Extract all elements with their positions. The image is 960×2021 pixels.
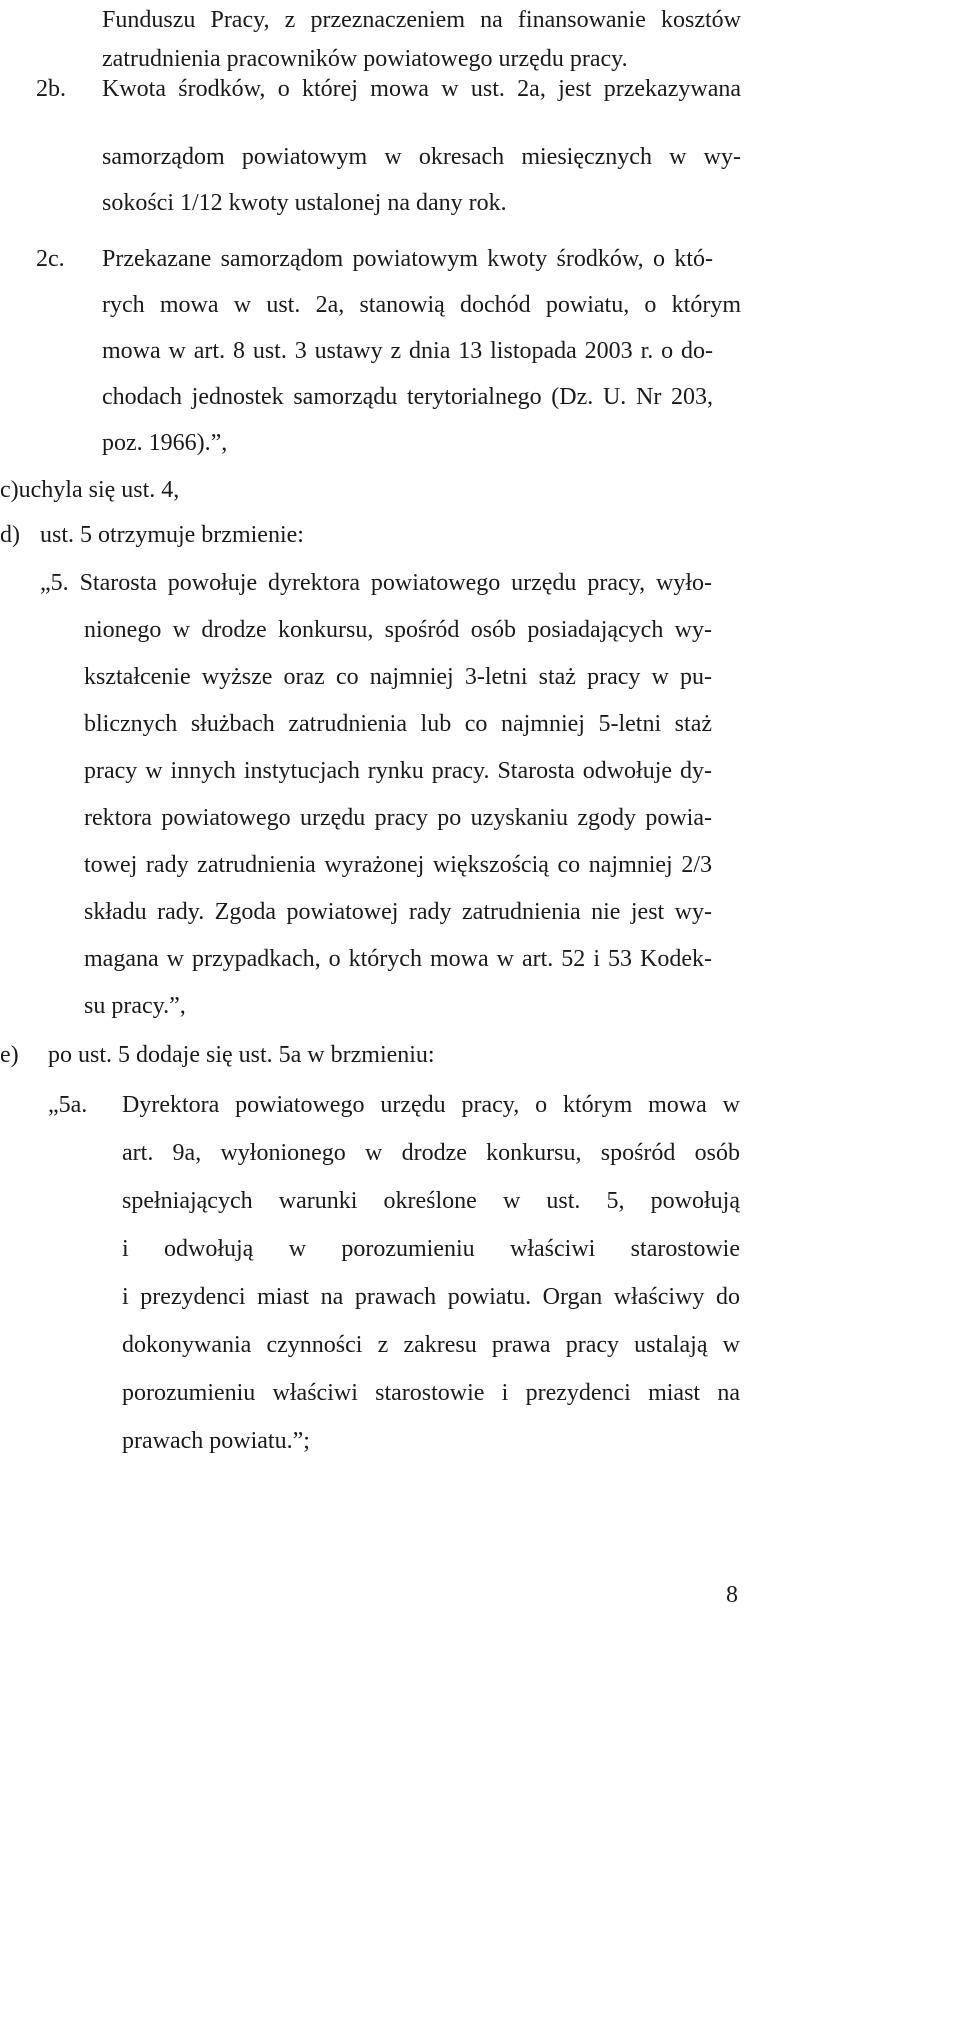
para-2c-line-4: chodach jednostek samorządu terytorialnego (Dz. U. Nr 203, — [102, 384, 713, 410]
para-5-line-8: składu rady. Zgoda powiatowej rady zatrudnienia nie jest wy- — [84, 899, 712, 925]
para-2c-line-1: Przekazane samorządom powiatowym kwoty środków, o któ- — [102, 246, 713, 272]
para-2a-line-1: Funduszu Pracy, z przeznaczeniem na finansowanie kosztów — [102, 7, 741, 33]
para-5a-line-8: prawach powiatu.”; — [122, 1428, 310, 1454]
para-5a-line-7: porozumieniu właściwi starostowie i prezydenci miast na — [122, 1380, 740, 1406]
para-2c-line-5: poz. 1966).”, — [102, 430, 228, 456]
para-5a-line-5: i prezydenci miast na prawach powiatu. Organ właściwy do — [122, 1284, 740, 1310]
para-2c-line-3: mowa w art. 8 ust. 3 ustawy z dnia 13 listopada 2003 r. o do- — [102, 338, 713, 364]
para-2c-number: 2c. — [36, 246, 65, 272]
item-e-label: e) — [0, 1042, 19, 1068]
para-5a-line-4: i odwołują w porozumieniu właściwi starostowie — [122, 1236, 740, 1262]
item-e-text: po ust. 5 dodaje się ust. 5a w brzmieniu: — [48, 1042, 435, 1068]
para-5a-line-1: Dyrektora powiatowego urzędu pracy, o którym mowa w — [122, 1092, 740, 1118]
page-number: 8 — [726, 1582, 738, 1608]
para-2b-line-3: sokości 1/12 kwoty ustalonej na dany rok. — [102, 190, 507, 216]
para-2b-line-1: Kwota środków, o której mowa w ust. 2a, jest przekazywana — [102, 76, 741, 102]
item-d-text: ust. 5 otrzymuje brzmienie: — [40, 522, 304, 548]
para-5-line-4: blicznych służbach zatrudnienia lub co najmniej 5-letni staż — [84, 711, 712, 737]
para-2a-line-2: zatrudnienia pracowników powiatowego urzędu pracy. — [102, 46, 628, 72]
para-5a-line-6: dokonywania czynności z zakresu prawa pracy ustalają w — [122, 1332, 740, 1358]
para-5-line-2: nionego w drodze konkursu, spośród osób posiadających wy- — [84, 617, 712, 643]
item-c: c)uchyla się ust. 4, — [0, 477, 180, 503]
para-2b-line-2: samorządom powiatowym w okresach miesięcznych w wy- — [102, 144, 741, 170]
para-5-line-5: pracy w innych instytucjach rynku pracy. Starosta odwołuje dy- — [84, 758, 712, 784]
para-5-line-3: kształcenie wyższe oraz co najmniej 3-letni staż pracy w pu- — [84, 664, 712, 690]
para-5a-number: „5a. — [48, 1092, 88, 1118]
para-5-line-7: towej rady zatrudnienia wyrażonej większością co najmniej 2/3 — [84, 852, 712, 878]
para-2c-line-2: rych mowa w ust. 2a, stanowią dochód powiatu, o którym — [102, 292, 741, 318]
para-5-line-6: rektora powiatowego urzędu pracy po uzyskaniu zgody powia- — [84, 805, 712, 831]
para-5a-line-2: art. 9a, wyłonionego w drodze konkursu, spośród osób — [122, 1140, 740, 1166]
para-5-line-1: „5. Starosta powołuje dyrektora powiatowego urzędu pracy, wyło- — [40, 570, 712, 596]
para-5-line-10: su pracy.”, — [84, 993, 186, 1019]
item-d-label: d) — [0, 522, 20, 548]
para-5-line-9: magana w przypadkach, o których mowa w art. 52 i 53 Kodek- — [84, 946, 712, 972]
para-5a-line-3: spełniających warunki określone w ust. 5, powołują — [122, 1188, 740, 1214]
para-2b-number: 2b. — [36, 76, 66, 102]
